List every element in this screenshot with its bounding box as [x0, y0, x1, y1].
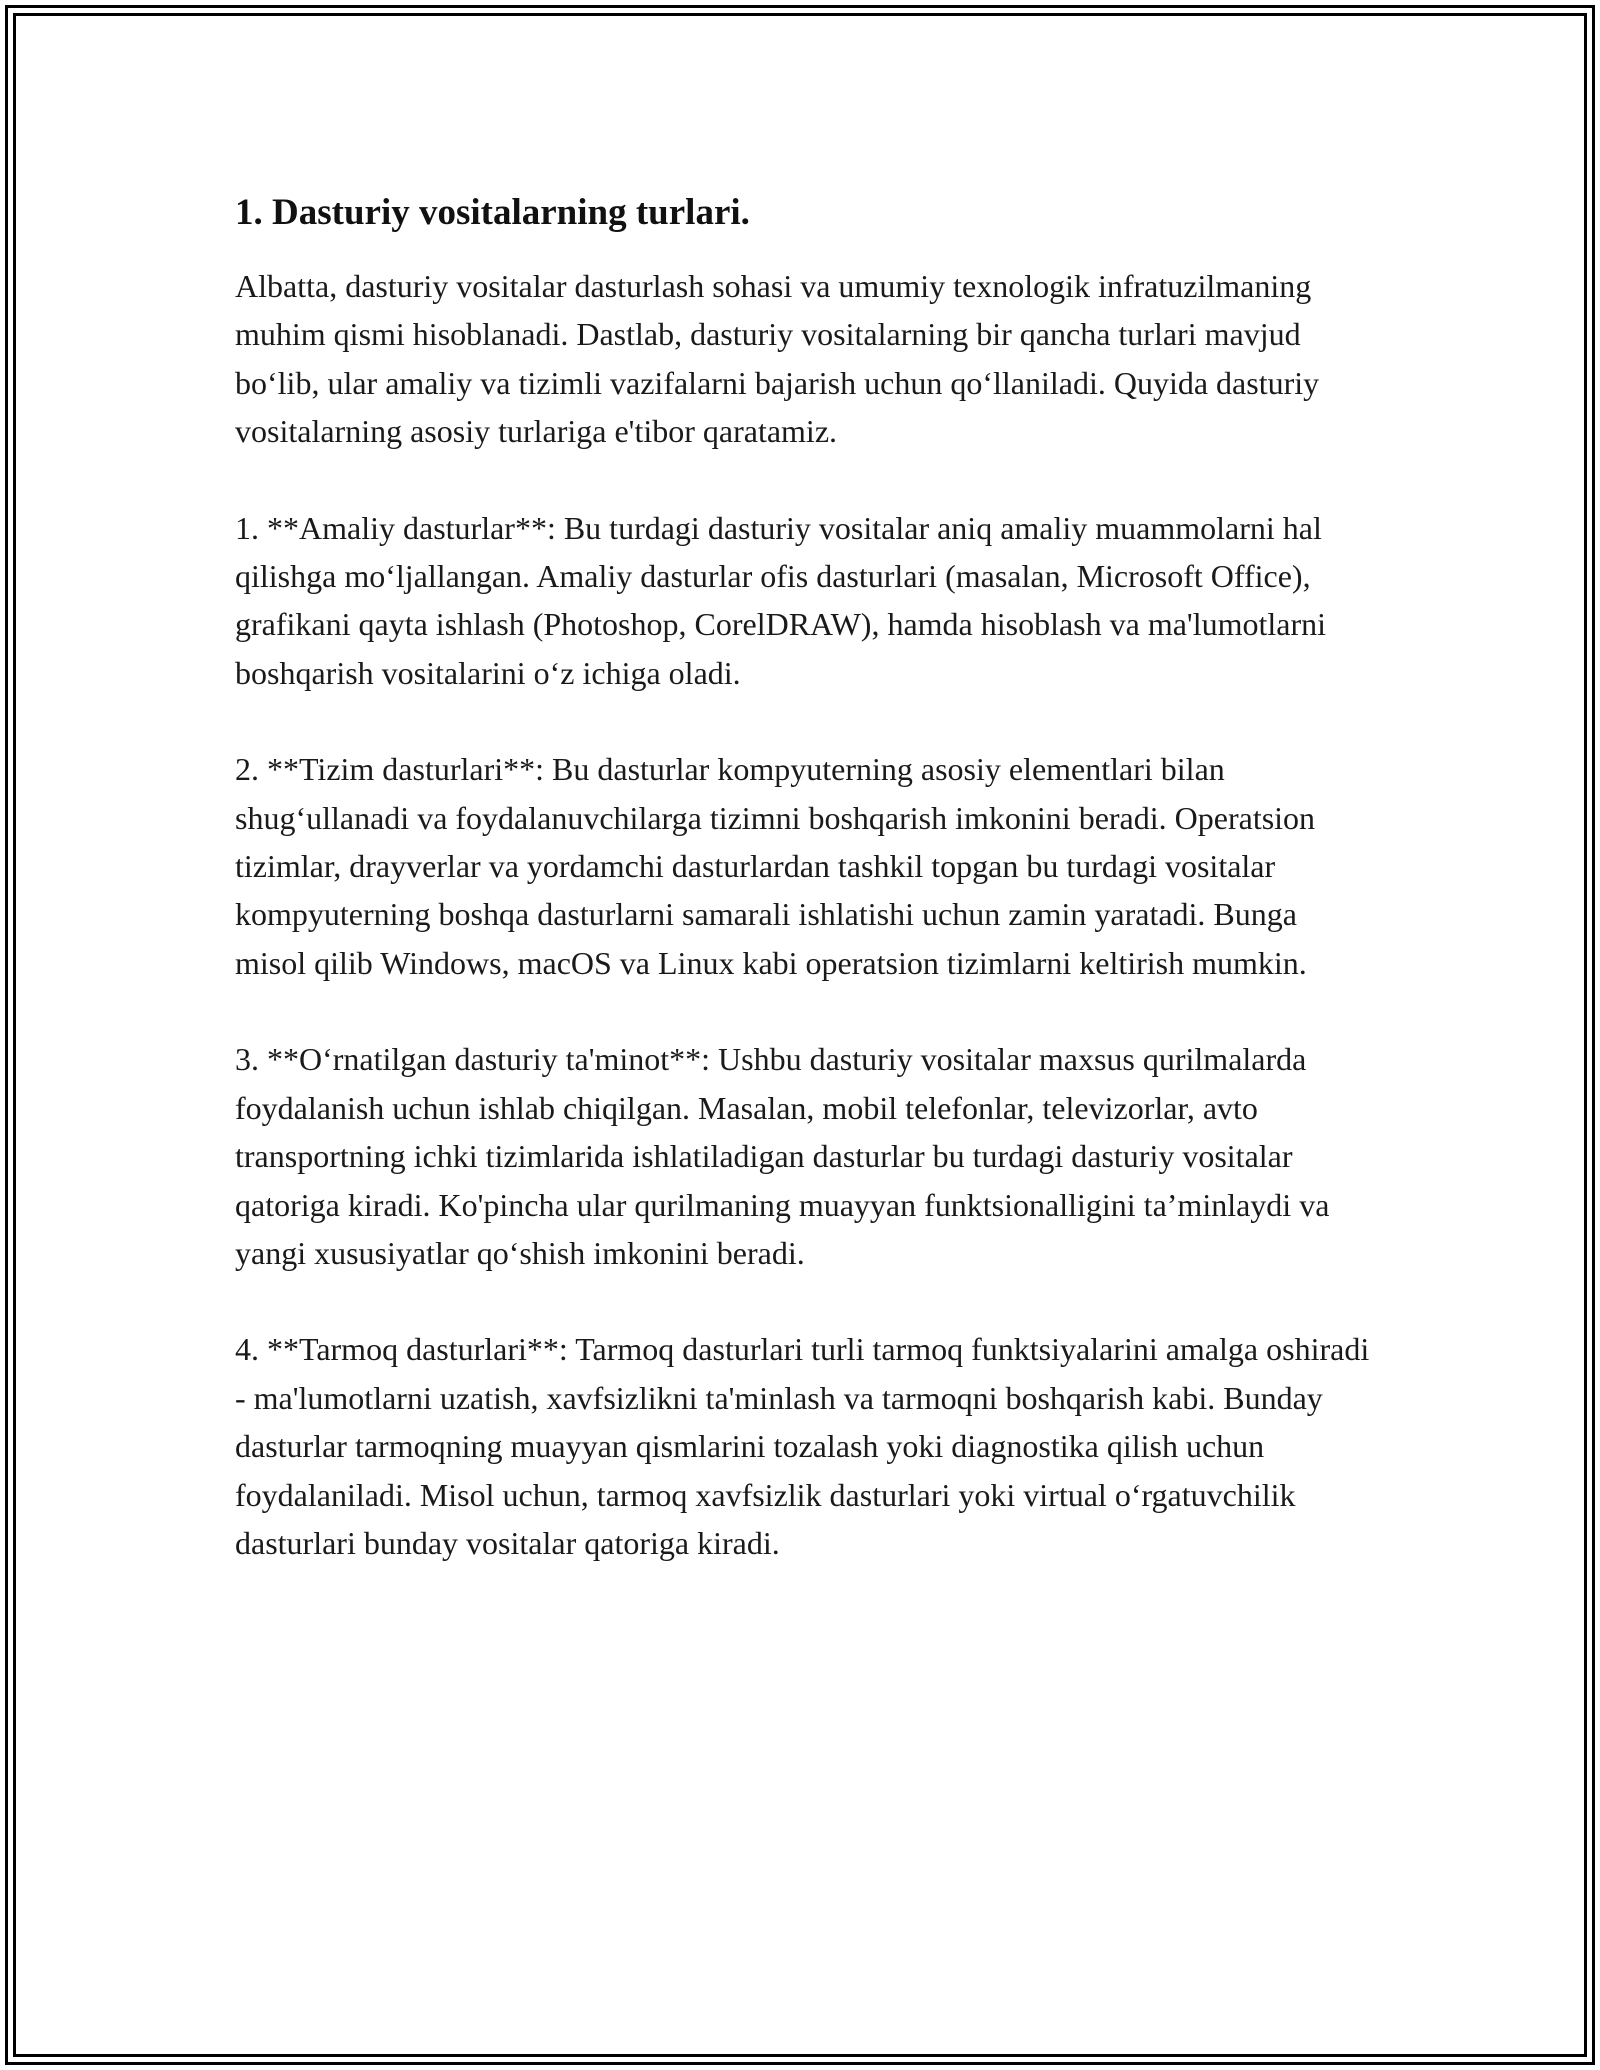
paragraph-system-software: 2. **Tizim dasturlari**: Bu dasturlar kompyuterning asosiy elementlari bilan shug‘ullanadi va foydalanuvchilarga tizimni boshqarish imkonini beradi. Operatsion tizimlar, drayverlar va yordamchi dasturlardan tashkil topgan bu turdagi vositalar kompyuterning boshqa dasturlarni samarali ishlatishi uchun zamin yaratadi. Bunga misol qilib Windows, macOS va Linux kabi operatsion tizimlarni keltirish mumkin. [235, 751, 1316, 981]
paragraph-embedded-software: 3. **O‘rnatilgan dasturiy ta'minot**: Ushbu dasturiy vositalar maxsus qurilmalarda foydalanish uchun ishlab chiqilgan. Masalan, mobil telefonlar, televizorlar, avto transportning ichki tizimlarida ishlatiladigan dasturlar bu turdagi dasturiy vositalar qatoriga kiradi. Ko'pincha ular qurilmaning muayyan funktsionalligini ta’minlaydi va yangi xususiyatlar qo‘shish imkonini beradi. [235, 1041, 1330, 1271]
paragraph-applied-software: 1. **Amaliy dasturlar**: Bu turdagi dasturiy vositalar aniq amaliy muammolarni hal qilishga mo‘ljallangan. Amaliy dasturlar ofis dasturlari (masalan, Microsoft Office), grafikani qayta ishlash (Photoshop, CorelDRAW), hamda hisoblash va ma'lumotlarni boshqarish vositalarini o‘z ichiga oladi. [235, 509, 1326, 691]
intro-paragraph: Albatta, dasturiy vositalar dasturlash sohasi va umumiy texnologik infratuzilmaning muhim qismi hisoblanadi. Dastlab, dasturiy vositalarning bir qancha turlari mavjud bo‘lib, ular amaliy va tizimli vazifalarni bajarish uchun qo‘llaniladi. Quyida dasturiy vositalarning asosiy turlariga e'tibor qaratamiz. [235, 268, 1320, 450]
paragraph-network-software: 4. **Tarmoq dasturlari**: Tarmoq dasturlari turli tarmoq funktsiyalarini amalga oshiradi - ma'lumotlarni uzatish, xavfsizlikni ta'minlash va tarmoqni boshqarish kabi. Bunday dasturlar tarmoqning muayyan qismlarini tozalash yoki diagnostika qilish uchun foydalaniladi. Misol uchun, tarmoq xavfsizlik dasturlari yoki virtual o‘rgatuvchilik dasturlari bunday vositalar qatoriga kiradi. [235, 1331, 1370, 1561]
document-body [235, 188, 1375, 1567]
section-heading: 1. Dasturiy vositalarning turlari. [235, 192, 750, 233]
